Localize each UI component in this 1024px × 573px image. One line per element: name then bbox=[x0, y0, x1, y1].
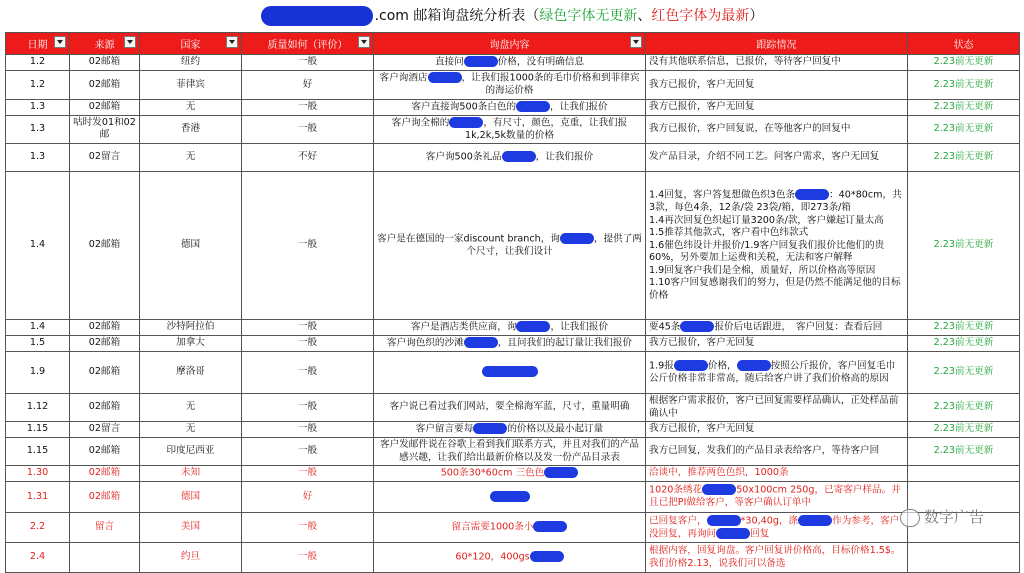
cell-country[interactable]: 无 bbox=[140, 144, 242, 172]
cell-source[interactable]: 02邮箱 bbox=[70, 466, 140, 482]
redaction-blob bbox=[482, 366, 538, 377]
cell-date[interactable]: 1.15 bbox=[6, 422, 70, 438]
title-main: 邮箱询盘统分析表（ bbox=[408, 8, 540, 24]
title-sep: 、 bbox=[637, 8, 652, 24]
table-row bbox=[6, 466, 1020, 482]
cell-status[interactable] bbox=[908, 466, 1020, 482]
table-row bbox=[6, 55, 1020, 71]
filter-dropdown-icon[interactable] bbox=[226, 36, 238, 48]
cell-status[interactable]: 2.23前无更新 bbox=[908, 144, 1020, 172]
cell-content[interactable]: 客户询色织的沙滩 ，且问我们的起订量让我们报价 bbox=[374, 336, 646, 352]
cell-date[interactable]: 1.3 bbox=[6, 115, 70, 144]
watermark-text: 数字广告 bbox=[923, 508, 984, 526]
table-row bbox=[6, 352, 1020, 394]
cell-quality[interactable]: 好 bbox=[242, 482, 374, 513]
col-header-feedback-label: 跟踪情况 bbox=[756, 40, 797, 51]
cell-quality[interactable]: 好 bbox=[242, 71, 374, 100]
cell-source[interactable]: 02留言 bbox=[70, 422, 140, 438]
header-row bbox=[6, 33, 1020, 55]
cell-country[interactable]: 德国 bbox=[140, 482, 242, 513]
cell-date[interactable]: 1.30 bbox=[6, 466, 70, 482]
redaction-blob bbox=[533, 521, 567, 532]
cell-date[interactable]: 1.5 bbox=[6, 336, 70, 352]
redaction-blob bbox=[516, 321, 550, 332]
col-header-status[interactable] bbox=[908, 33, 1020, 55]
cell-date[interactable]: 2.2 bbox=[6, 513, 70, 543]
cell-source[interactable]: 02邮箱 bbox=[70, 482, 140, 513]
redaction-blob bbox=[716, 528, 750, 539]
cell-date[interactable]: 1.9 bbox=[6, 352, 70, 394]
cell-feedback[interactable]: 1.4回复，客户答复想做色织3色条 ：40*80cm，共3款，每色4条，12条/袋 23袋/箱，即273条/箱 1.4再次回复色织起订量3200条/款，客户嫌起订量太高 1.5推荐其他款式，客户看中色纬款式 1.6催色纬设计并报价/1.9客户回复我们报价比他们的贵60%，另外要加上运费和关税，无法和客户解释 1.9回复客户我们是全棉，质量好，所以价格高等原因 1.10客户回复感谢我们的努力，但是仍然不能满足他的目标价格 bbox=[646, 172, 908, 320]
wechat-icon bbox=[900, 509, 920, 527]
cell-quality[interactable]: 一般 bbox=[242, 172, 374, 320]
cell-country[interactable]: 沙特阿拉伯 bbox=[140, 320, 242, 336]
cell-date[interactable]: 1.3 bbox=[6, 99, 70, 115]
cell-country[interactable]: 印度尼西亚 bbox=[140, 438, 242, 466]
cell-date[interactable]: 1.15 bbox=[6, 438, 70, 466]
cell-content[interactable]: 客户是在德国的一家discount branch，询 ，提供了两个尺寸，让我们设计 bbox=[374, 172, 646, 320]
cell-status[interactable]: 2.23前无更新 bbox=[908, 438, 1020, 466]
cell-content[interactable]: 直接问 价格，没有明确信息 bbox=[374, 55, 646, 71]
cell-date[interactable]: 1.2 bbox=[6, 55, 70, 71]
filter-dropdown-icon[interactable] bbox=[54, 36, 66, 48]
cell-source[interactable]: 02邮箱 bbox=[70, 55, 140, 71]
table-row bbox=[6, 543, 1020, 573]
table-row bbox=[6, 99, 1020, 115]
cell-source[interactable]: 咕时发01和02邮 bbox=[70, 115, 140, 144]
table-row bbox=[6, 336, 1020, 352]
cell-content[interactable]: 客户是酒店类供应商，询 ，让我们报价 bbox=[374, 320, 646, 336]
cell-content[interactable]: 500条30*60cm 三色色 bbox=[374, 466, 646, 482]
col-header-country[interactable] bbox=[140, 33, 242, 55]
cell-source[interactable]: 02邮箱 bbox=[70, 394, 140, 422]
cell-content[interactable]: 客户留言要每 的价格以及最小起订量 bbox=[374, 422, 646, 438]
redaction-blob bbox=[544, 467, 578, 478]
inquiry-table bbox=[5, 32, 1020, 573]
table-row bbox=[6, 144, 1020, 172]
cell-source[interactable]: 02邮箱 bbox=[70, 99, 140, 115]
sheet-title bbox=[0, 0, 1024, 32]
cell-feedback[interactable]: 洽谈中，推荐两色色织，1000条 bbox=[646, 466, 908, 482]
cell-country[interactable]: 美国 bbox=[140, 513, 242, 543]
redaction-blob bbox=[737, 360, 771, 371]
cell-source[interactable]: 02邮箱 bbox=[70, 71, 140, 100]
cell-status[interactable]: 2.23前无更新 bbox=[908, 352, 1020, 394]
cell-content[interactable]: 客户直接询500条白色的 ，让我们报价 bbox=[374, 99, 646, 115]
redaction-blob bbox=[707, 515, 741, 526]
cell-quality[interactable]: 一般 bbox=[242, 394, 374, 422]
cell-quality[interactable]: 一般 bbox=[242, 55, 374, 71]
redaction-blob bbox=[674, 360, 708, 371]
table-row bbox=[6, 394, 1020, 422]
col-header-date[interactable] bbox=[6, 33, 70, 55]
cell-quality[interactable]: 一般 bbox=[242, 99, 374, 115]
redaction-blob bbox=[530, 551, 564, 562]
table-row bbox=[6, 438, 1020, 466]
col-header-source[interactable] bbox=[70, 33, 140, 55]
cell-date[interactable]: 1.4 bbox=[6, 172, 70, 320]
cell-quality[interactable]: 一般 bbox=[242, 115, 374, 144]
cell-feedback[interactable]: 发产品目录，介绍不同工艺。问客户需求，客户无回复 bbox=[646, 144, 908, 172]
cell-content[interactable] bbox=[374, 482, 646, 513]
cell-country[interactable]: 香港 bbox=[140, 115, 242, 144]
table-body bbox=[6, 55, 1020, 573]
redaction-blob bbox=[798, 515, 832, 526]
redaction-blob bbox=[702, 484, 736, 495]
cell-source[interactable]: 02邮箱 bbox=[70, 438, 140, 466]
cell-country[interactable]: 无 bbox=[140, 99, 242, 115]
filter-dropdown-icon[interactable] bbox=[124, 36, 136, 48]
cell-content[interactable]: 客户说已看过我们网站，要全棉海军蓝，尺寸，重量明确 bbox=[374, 394, 646, 422]
cell-quality[interactable]: 一般 bbox=[242, 422, 374, 438]
title-red-note: 红色字体为最新 bbox=[651, 8, 750, 24]
redaction-blob bbox=[680, 321, 714, 332]
cell-country[interactable]: 摩洛哥 bbox=[140, 352, 242, 394]
cell-status[interactable]: 2.23前无更新 bbox=[908, 422, 1020, 438]
cell-feedback[interactable]: 根据客户需求报价，客户已回复需要样品确认，正处样品前确认中 bbox=[646, 394, 908, 422]
cell-date[interactable]: 1.4 bbox=[6, 320, 70, 336]
redaction-blob bbox=[502, 151, 536, 162]
title-domain-suffix: .com bbox=[374, 8, 409, 24]
cell-feedback[interactable]: 已回复客户， *30,40g，涤 作为参考，客户没回复，再询问 回复 bbox=[646, 513, 908, 543]
cell-content[interactable]: 客户询酒店 ，让我们报1000条的毛巾价格和到菲律宾的海运价格 bbox=[374, 71, 646, 100]
table-row bbox=[6, 115, 1020, 144]
redacted-domain bbox=[261, 6, 373, 26]
cell-date[interactable]: 1.2 bbox=[6, 71, 70, 100]
cell-country[interactable]: 加拿大 bbox=[140, 336, 242, 352]
title-green-note: 绿色字体无更新 bbox=[539, 8, 638, 24]
col-header-content[interactable] bbox=[374, 33, 646, 55]
cell-status[interactable]: 2.23前无更新 bbox=[908, 71, 1020, 100]
cell-source[interactable]: 02邮箱 bbox=[70, 336, 140, 352]
cell-quality[interactable]: 一般 bbox=[242, 513, 374, 543]
cell-quality[interactable]: 一般 bbox=[242, 438, 374, 466]
cell-country[interactable]: 德国 bbox=[140, 172, 242, 320]
cell-status[interactable]: 2.23前无更新 bbox=[908, 320, 1020, 336]
col-header-feedback[interactable] bbox=[646, 33, 908, 55]
redaction-blob bbox=[449, 117, 483, 128]
cell-quality[interactable]: 一般 bbox=[242, 320, 374, 336]
redaction-blob bbox=[464, 337, 498, 348]
redaction-blob bbox=[428, 72, 462, 83]
redaction-blob bbox=[464, 56, 498, 67]
watermark bbox=[900, 506, 984, 528]
col-header-country-label: 国家 bbox=[180, 40, 201, 51]
table-row bbox=[6, 422, 1020, 438]
col-header-source-label: 来源 bbox=[94, 40, 115, 51]
table-row bbox=[6, 172, 1020, 320]
redaction-blob bbox=[795, 189, 829, 200]
cell-feedback[interactable]: 我方已回复，发我们的产品目录表给客户，等待客户回 bbox=[646, 438, 908, 466]
redaction-blob bbox=[560, 233, 594, 244]
col-header-status-label: 状态 bbox=[953, 40, 974, 51]
cell-feedback[interactable]: 要45条 报价后电话跟进， 客户回复：查看后回 bbox=[646, 320, 908, 336]
cell-status[interactable]: 2.23前无更新 bbox=[908, 394, 1020, 422]
cell-date[interactable]: 1.3 bbox=[6, 144, 70, 172]
cell-content[interactable]: 客户发邮件说在谷歌上看到我们联系方式，并且对我们的产品感兴趣，让我们给出最新价格以及发一份产品目录表 bbox=[374, 438, 646, 466]
filter-dropdown-icon[interactable] bbox=[630, 36, 642, 48]
cell-status[interactable]: 2.23前无更新 bbox=[908, 115, 1020, 144]
cell-source[interactable]: 02邮箱 bbox=[70, 320, 140, 336]
cell-date[interactable]: 2.4 bbox=[6, 543, 70, 573]
cell-status[interactable]: 2.23前无更新 bbox=[908, 99, 1020, 115]
cell-source[interactable]: 02邮箱 bbox=[70, 172, 140, 320]
title-close: ） bbox=[749, 8, 764, 24]
cell-country[interactable]: 未知 bbox=[140, 466, 242, 482]
table-row bbox=[6, 71, 1020, 100]
cell-feedback[interactable]: 我方已报价，客户无回复 bbox=[646, 99, 908, 115]
cell-country[interactable]: 约旦 bbox=[140, 543, 242, 573]
cell-feedback[interactable]: 我方已报价，客户回复说，在等他客户的回复中 bbox=[646, 115, 908, 144]
redaction-blob bbox=[516, 101, 550, 112]
cell-quality[interactable]: 一般 bbox=[242, 543, 374, 573]
cell-feedback[interactable]: 我方已报价，客户无回复 bbox=[646, 336, 908, 352]
col-header-date-label: 日期 bbox=[27, 40, 48, 51]
cell-content[interactable]: 客户询500条礼品 ，让我们报价 bbox=[374, 144, 646, 172]
filter-dropdown-icon[interactable] bbox=[358, 36, 370, 48]
cell-status[interactable]: 2.23前无更新 bbox=[908, 336, 1020, 352]
cell-feedback[interactable]: 1020条绣花 50x100cm 250g，已寄客户样品。并且已把PI做给客户，等客户确认订单中 bbox=[646, 482, 908, 513]
cell-date[interactable]: 1.12 bbox=[6, 394, 70, 422]
cell-country[interactable]: 无 bbox=[140, 422, 242, 438]
cell-content[interactable] bbox=[374, 352, 646, 394]
cell-feedback[interactable]: 我方已报价，客户无回复 bbox=[646, 71, 908, 100]
cell-country[interactable]: 菲律宾 bbox=[140, 71, 242, 100]
cell-source[interactable] bbox=[70, 543, 140, 573]
table-row bbox=[6, 320, 1020, 336]
cell-source[interactable]: 留言 bbox=[70, 513, 140, 543]
redaction-blob bbox=[490, 491, 530, 502]
cell-status[interactable]: 2.23前无更新 bbox=[908, 172, 1020, 320]
cell-status[interactable] bbox=[908, 543, 1020, 573]
col-header-content-label: 询盘内容 bbox=[489, 40, 530, 51]
redaction-blob bbox=[473, 423, 507, 434]
cell-quality[interactable]: 一般 bbox=[242, 352, 374, 394]
cell-content[interactable]: 留言需要1000条小 bbox=[374, 513, 646, 543]
col-header-quality[interactable] bbox=[242, 33, 374, 55]
cell-quality[interactable]: 不好 bbox=[242, 144, 374, 172]
table-row bbox=[6, 482, 1020, 513]
cell-quality[interactable]: 一般 bbox=[242, 336, 374, 352]
cell-country[interactable]: 无 bbox=[140, 394, 242, 422]
cell-quality[interactable]: 一般 bbox=[242, 466, 374, 482]
cell-status[interactable]: 2.23前无更新 bbox=[908, 55, 1020, 71]
cell-feedback[interactable]: 根据内容，回复询盘。客户回复讲价格高，目标价格1.5$。我们价格2.13，说我们可以备选 bbox=[646, 543, 908, 573]
cell-country[interactable]: 纽约 bbox=[140, 55, 242, 71]
cell-date[interactable]: 1.31 bbox=[6, 482, 70, 513]
col-header-quality-label: 质量如何（评价） bbox=[267, 40, 348, 51]
cell-content[interactable]: 60*120，400gs bbox=[374, 543, 646, 573]
cell-source[interactable]: 02邮箱 bbox=[70, 352, 140, 394]
cell-feedback[interactable]: 没有其他联系信息，已报价，等待客户回复中 bbox=[646, 55, 908, 71]
table-row bbox=[6, 513, 1020, 543]
cell-source[interactable]: 02留言 bbox=[70, 144, 140, 172]
cell-content[interactable]: 客户询全棉的 ，有尺寸，颜色，克重，让我们报1k,2k,5k数量的价格 bbox=[374, 115, 646, 144]
cell-feedback[interactable]: 我方已报价，客户无回复 bbox=[646, 422, 908, 438]
cell-feedback[interactable]: 1.9报 价格， 按照公斤报价，客户回复毛巾公斤价格非常非常高，随后给客户讲了我们价格高的原因 bbox=[646, 352, 908, 394]
